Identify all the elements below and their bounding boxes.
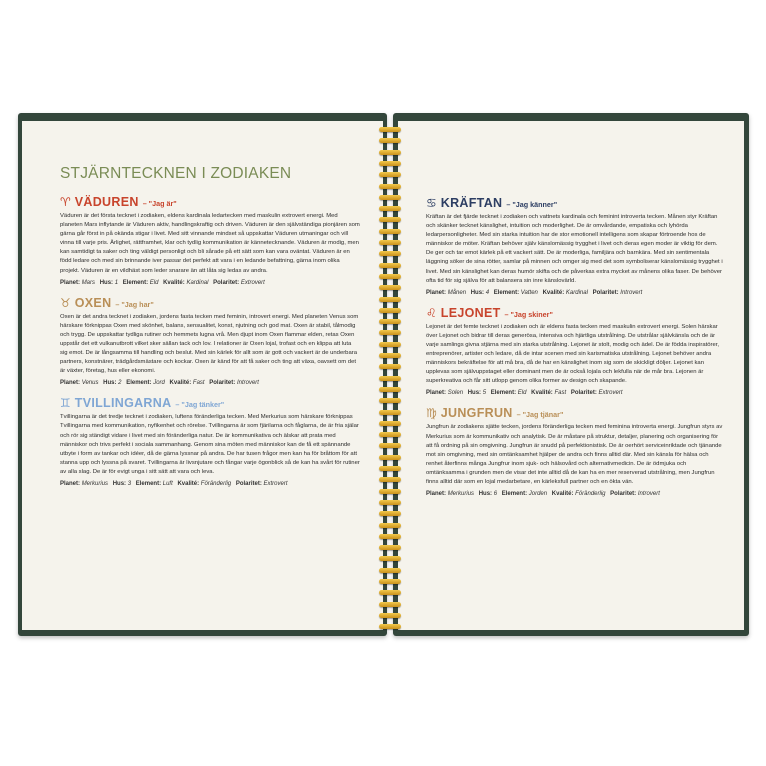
sign-name: TVILLINGARNA xyxy=(74,396,172,411)
sign-description: Tvillingarna är det tredje tecknet i zodiaken, luftens föränderliga tecken. Med Merkurius som härskare förknippas Tvillingarna med kommunikation, nyfikenhet och rörelse. Tvillingarna är som fjärilarna och fåglarna, de är fria själar och rör sig ständigt vidare i livet med sin föränderliga natur. De är kommunikativa och älskar att prata med människor och trivs perfekt i sociala sammanhang. Genom sina möten med människor kan de få ett spännande utbyte i form av tankar och idéer, då de gärna lyssnar på andra. De har tusen frågor men kan ha för bråttom för att stanna upp och lyssna på svaret. Tvillingarna är livsnjutare och fångar varje ögonblick så de kan ha svårt för rutiner av alla slag. De är för evigt unga i sitt sätt att vara och leva. xyxy=(60,414,360,475)
planet-value: Merkurius xyxy=(81,480,109,487)
spiral-coil xyxy=(378,239,402,246)
kvalite-label: Kvalité: xyxy=(531,390,553,397)
sign-motto: – "Jag skiner" xyxy=(504,309,553,319)
spiral-binding xyxy=(378,122,402,632)
spiral-coil xyxy=(378,544,402,551)
spiral-coil xyxy=(378,601,402,608)
spiral-coil xyxy=(378,442,402,449)
sign-motto: – "Jag tänker" xyxy=(175,400,225,410)
polaritet-value: Introvert xyxy=(620,289,643,296)
sign-name: JUNGFRUN xyxy=(440,406,513,421)
spiral-coil xyxy=(378,329,402,336)
hus-value: 5 xyxy=(482,390,487,397)
kvalite-label: Kvalité: xyxy=(169,380,192,387)
sign-section-oxen xyxy=(60,296,360,387)
spiral-coil xyxy=(378,623,402,630)
zodiac-glyph-icon: ♉ xyxy=(60,295,71,310)
sign-description: Jungfrun är zodiakens sjätte tecken, jordens föränderliga tecken med feminina introverta energi. Jungfrun styrs av Merkurius som är kommunikativ och analytisk. De är måstare på struktur, detaljer, planering och organisering för att få ordning på sin omgivning. Jungfrun är snudd på perfektionistisk. De är oerhört serviceinriktade och tjänande mot sin omgivning, med sin omtänksamhet hjälper de andra och finns alltid där. Med sin känsla för hälsa och renhet återfinns många Jungfrur inom sjuk- och hälsovård och alternativmedicin. De är ödmjuka och omtänksamma i grunden men de visar det inte alltid då de kan ha en mer reserverad utstrålning, men Jungfrun finns alltid där som en lojal medarbetare, en kärleksfull partner och en ökta vän. xyxy=(426,424,723,485)
sign-motto: – "Jag har" xyxy=(115,299,154,309)
spiral-coil xyxy=(378,262,402,269)
spiral-coil xyxy=(378,431,402,438)
polaritet-value: Extrovert xyxy=(263,480,288,487)
left-page xyxy=(22,121,383,630)
sign-name: LEJONET xyxy=(440,305,501,320)
element-label: Element: xyxy=(493,289,520,296)
kvalite-value: Kardinal xyxy=(186,279,209,286)
sign-heading xyxy=(60,296,360,310)
sign-description: Oxen är det andra tecknet i zodiaken, jordens fasta tecken med feminin, introvert energi. Med planeten Venus som härskare förknippas Oxen med skönhet, balans, sensualitet, konst, njutning och god mat. Oxen är stabil, tålmodig och trygg. De uppskattar tydliga rutiner och hemmets lugna vrå. Men djupt inom Oxen flammar elden, retas Oxen uppstår det ett vulkanutbrott vilket sker sällan tack och lov. I relationer är Oxen lojal, trofast och en klippa att luta sig emot. De är långsamma till handling och beslut. Med sin kärlek för allt som är gott och vackert är de underbara partners, konstnärer, trädgårdsmästare och kockar. Oxen är känd för att få saker och ting att växa, oavsett om det är växter, företag, hus eller ekonomi. xyxy=(60,313,359,375)
spiral-coil xyxy=(378,386,402,393)
element-value: Vatten xyxy=(520,289,538,296)
spiral-coil xyxy=(378,476,402,483)
element-label: Element: xyxy=(122,279,149,286)
spiral-coil xyxy=(378,149,402,156)
planet-label: Planet: xyxy=(426,289,447,296)
planet-label: Planet: xyxy=(426,491,447,498)
spiral-coil xyxy=(378,296,402,303)
spiral-coil xyxy=(378,555,402,562)
polaritet-value: Introvert xyxy=(236,380,259,387)
sign-meta xyxy=(426,290,724,296)
element-value: Jord xyxy=(153,380,165,387)
spiral-coil xyxy=(378,533,402,540)
sign-meta xyxy=(426,491,724,497)
sign-heading xyxy=(60,396,360,410)
sign-description: Lejonet är det femte tecknet i zodiaken och är eldens fasta tecken med maskulin extrovert energi. Solen härskar över Lejonet och bidrar till deras generösa, intensiva och hjärtliga utstrålning. De utstrålar självkänsla och de är varje samlings givna stjärna med sin starka utstrålning. Lejonet är stolt, modig och ädel. De är födda inspiratörer, entreprenörer, artister och ledare, då de intar scenen med sin karismatiska utstrålning. Lejonet behöver andra människors bekräftelse för att må bra, då de har en känslighet inom sig som de skickligt döljer. Lejonet kan upplevas som självuppstaget eller dominant men de är också lojala och lekfulla när de mår bra. Lejonen är superkreativa och får sitt utlopp genom olika former av design och skapande. xyxy=(426,323,720,385)
hus-value: 2 xyxy=(118,380,122,387)
element-value: Eld xyxy=(149,279,159,286)
kvalite-value: Föränderlig xyxy=(575,491,606,498)
planet-value: Månen xyxy=(447,289,467,296)
zodiac-glyph-icon: ♋ xyxy=(426,196,437,210)
element-label: Element: xyxy=(135,480,162,487)
hus-value: 4 xyxy=(485,289,490,296)
spiral-coil xyxy=(378,375,402,382)
hus-value: 3 xyxy=(127,480,132,487)
kvalite-label: Kvalité: xyxy=(542,289,565,296)
spiral-coil xyxy=(378,137,402,144)
kvalite-label: Kvalité: xyxy=(551,491,574,498)
zodiac-glyph-icon: ♌ xyxy=(426,305,437,320)
element-value: Jorden xyxy=(528,491,548,498)
spiral-coil xyxy=(378,126,402,133)
planet-label: Planet: xyxy=(60,380,81,387)
polaritet-label: Polaritet: xyxy=(235,480,262,487)
polaritet-label: Polaritet: xyxy=(213,279,240,286)
kvalite-value: Fast xyxy=(192,380,205,387)
kvalite-label: Kvalité: xyxy=(163,279,185,286)
polaritet-label: Polaritet: xyxy=(209,380,236,387)
spiral-coil xyxy=(378,409,402,416)
hus-label: Hus: xyxy=(470,289,485,296)
polaritet-value: Extrovert xyxy=(240,279,265,286)
planet-label: Planet: xyxy=(60,480,81,487)
spiral-coil xyxy=(378,352,402,359)
kvalite-value: Kardinal xyxy=(565,289,588,296)
left-sign-list xyxy=(60,195,360,487)
polaritet-label: Polaritet: xyxy=(610,491,637,498)
spiral-coil xyxy=(378,488,402,495)
left-page-content xyxy=(60,165,360,497)
spiral-coil xyxy=(378,499,402,506)
planet-label: Planet: xyxy=(426,390,447,397)
sign-section-tvillingarna xyxy=(60,396,360,487)
sign-name: VÄDUREN xyxy=(74,195,139,209)
sign-motto: – "Jag är" xyxy=(142,199,177,208)
sign-meta xyxy=(60,280,360,286)
spiral-coil xyxy=(378,273,402,280)
spiral-coil xyxy=(378,363,402,370)
sign-section-kräftan xyxy=(426,196,724,296)
spiral-coil xyxy=(378,522,402,529)
spiral-coil xyxy=(378,183,402,190)
zodiac-glyph-icon: ♍ xyxy=(426,406,437,421)
spiral-coil xyxy=(378,578,402,585)
sign-heading xyxy=(426,306,724,320)
planet-value: Venus xyxy=(81,380,99,387)
spiral-coil xyxy=(378,420,402,427)
zodiac-glyph-icon: ♈ xyxy=(60,195,71,209)
spiral-coil xyxy=(378,160,402,167)
spiral-coil xyxy=(378,612,402,619)
planet-value: Merkurius xyxy=(447,491,475,498)
sign-heading xyxy=(426,196,724,210)
planet-value: Solen xyxy=(447,390,464,397)
spiral-coil xyxy=(378,318,402,325)
sign-heading xyxy=(426,406,724,420)
hus-label: Hus: xyxy=(99,279,114,286)
spiral-coil xyxy=(378,454,402,461)
spiral-coil xyxy=(378,194,402,201)
spiral-coil xyxy=(378,228,402,235)
polaritet-value: Extrovert xyxy=(598,390,623,397)
polaritet-label: Polaritet: xyxy=(592,289,619,296)
spiral-coil xyxy=(378,205,402,212)
spiral-coil xyxy=(378,567,402,574)
hus-label: Hus: xyxy=(478,491,493,498)
sign-motto: – "Jag tjänar" xyxy=(516,410,564,420)
spiral-coil xyxy=(378,216,402,223)
sign-section-lejonet xyxy=(426,306,724,397)
sign-description: Väduren är det första tecknet i zodiaken, eldens kardinala ledartecken med maskulin extrovert energi. Med planeten Mars inflytande är Väduren aktiv, handlingskraftig och driven. Väduren är den självständiga pionjären som gärna går först in på okända stigar i livet. Med sitt vinnande mindset så uppskattar Väduren utmaningar och vill vinna till varje pris. Ärlighet, rättframhet, klar och tydlig kommunikation är kännetecknande. Väduren är modig, men kan samtidigt ta saker och ting väldigt personligt och bli sårade på ett sätt som kan vara oväntat. Väduren är en född ledare och med sin brinnande iver passar det perfekt att vara i en ledande befattning, gärna inom olika projekt. Väduren är en vildhäst som leder snarare än att låta sig ledas av andra. xyxy=(60,213,360,274)
hus-label: Hus: xyxy=(103,380,117,387)
zodiac-glyph-icon: ♊ xyxy=(60,396,71,411)
spiral-coil xyxy=(378,171,402,178)
planet-value: Mars xyxy=(81,279,96,286)
right-page xyxy=(398,121,744,630)
spiral-coil xyxy=(378,510,402,517)
spiral-coil xyxy=(378,250,402,257)
page-title: STJÄRNTECKNEN I ZODIAKEN xyxy=(60,165,292,182)
sign-section-väduren xyxy=(60,195,360,286)
element-value: Eld xyxy=(517,390,527,397)
element-value: Luft xyxy=(162,480,173,487)
right-page-content xyxy=(426,196,724,507)
spiral-coil xyxy=(378,284,402,291)
hus-value: 6 xyxy=(493,491,498,498)
element-label: Element: xyxy=(490,390,517,397)
sign-heading xyxy=(60,195,360,209)
sign-motto: – "Jag känner" xyxy=(506,200,558,209)
sign-description: Kräftan är det fjärde tecknet i zodiaken och vattnets kardinala och feminint introverta tecken. Månen styr Kräftan och skänker tecknet känslighet, intuition och moderlighet. De är omvårdande, empatiska och lyhörda ledarpersonligheter. Med sin starka intuition har de stor emotionell intelligens som skapar förtroende hos de människor de möter. Kräftan behöver själv känslomässig trygghet i livet och deras egen moder är viktig för dem. De ger och tar emot kärlek på ett vackert sätt. De är moderliga, familjära och barnkära. Med sin sentimentala läggning söker de sina rötter, samlar på minnen och omger sig med det som symboliserar känslomässig trygghet i livet. Med sin känslighet kan deras humör skifta och de påverkas extra mycket av månens olika faser. De behöver ofta tid för sig själva för att balansera sin inre känslovärld. xyxy=(426,214,723,284)
spiral-coil xyxy=(378,341,402,348)
sign-meta xyxy=(60,380,360,386)
polaritet-label: Polaritet: xyxy=(570,390,597,397)
spiral-coil xyxy=(378,589,402,596)
hus-label: Hus: xyxy=(112,480,127,487)
right-sign-list xyxy=(426,196,724,497)
kvalite-label: Kvalité: xyxy=(177,480,200,487)
spiral-coil xyxy=(378,397,402,404)
element-label: Element: xyxy=(126,380,152,387)
spiral-coil xyxy=(378,465,402,472)
sign-meta xyxy=(426,390,724,396)
kvalite-value: Fast xyxy=(554,390,567,397)
hus-value: 1 xyxy=(114,279,119,286)
sign-section-jungfrun xyxy=(426,406,724,497)
hus-label: Hus: xyxy=(467,390,482,397)
sign-name: KRÄFTAN xyxy=(440,196,503,210)
planet-label: Planet: xyxy=(60,279,81,286)
polaritet-value: Introvert xyxy=(637,491,660,498)
sign-meta xyxy=(60,481,360,487)
spiral-coil xyxy=(378,307,402,314)
kvalite-value: Föränderlig xyxy=(200,480,232,487)
element-label: Element: xyxy=(501,491,528,498)
sign-name: OXEN xyxy=(74,295,112,310)
